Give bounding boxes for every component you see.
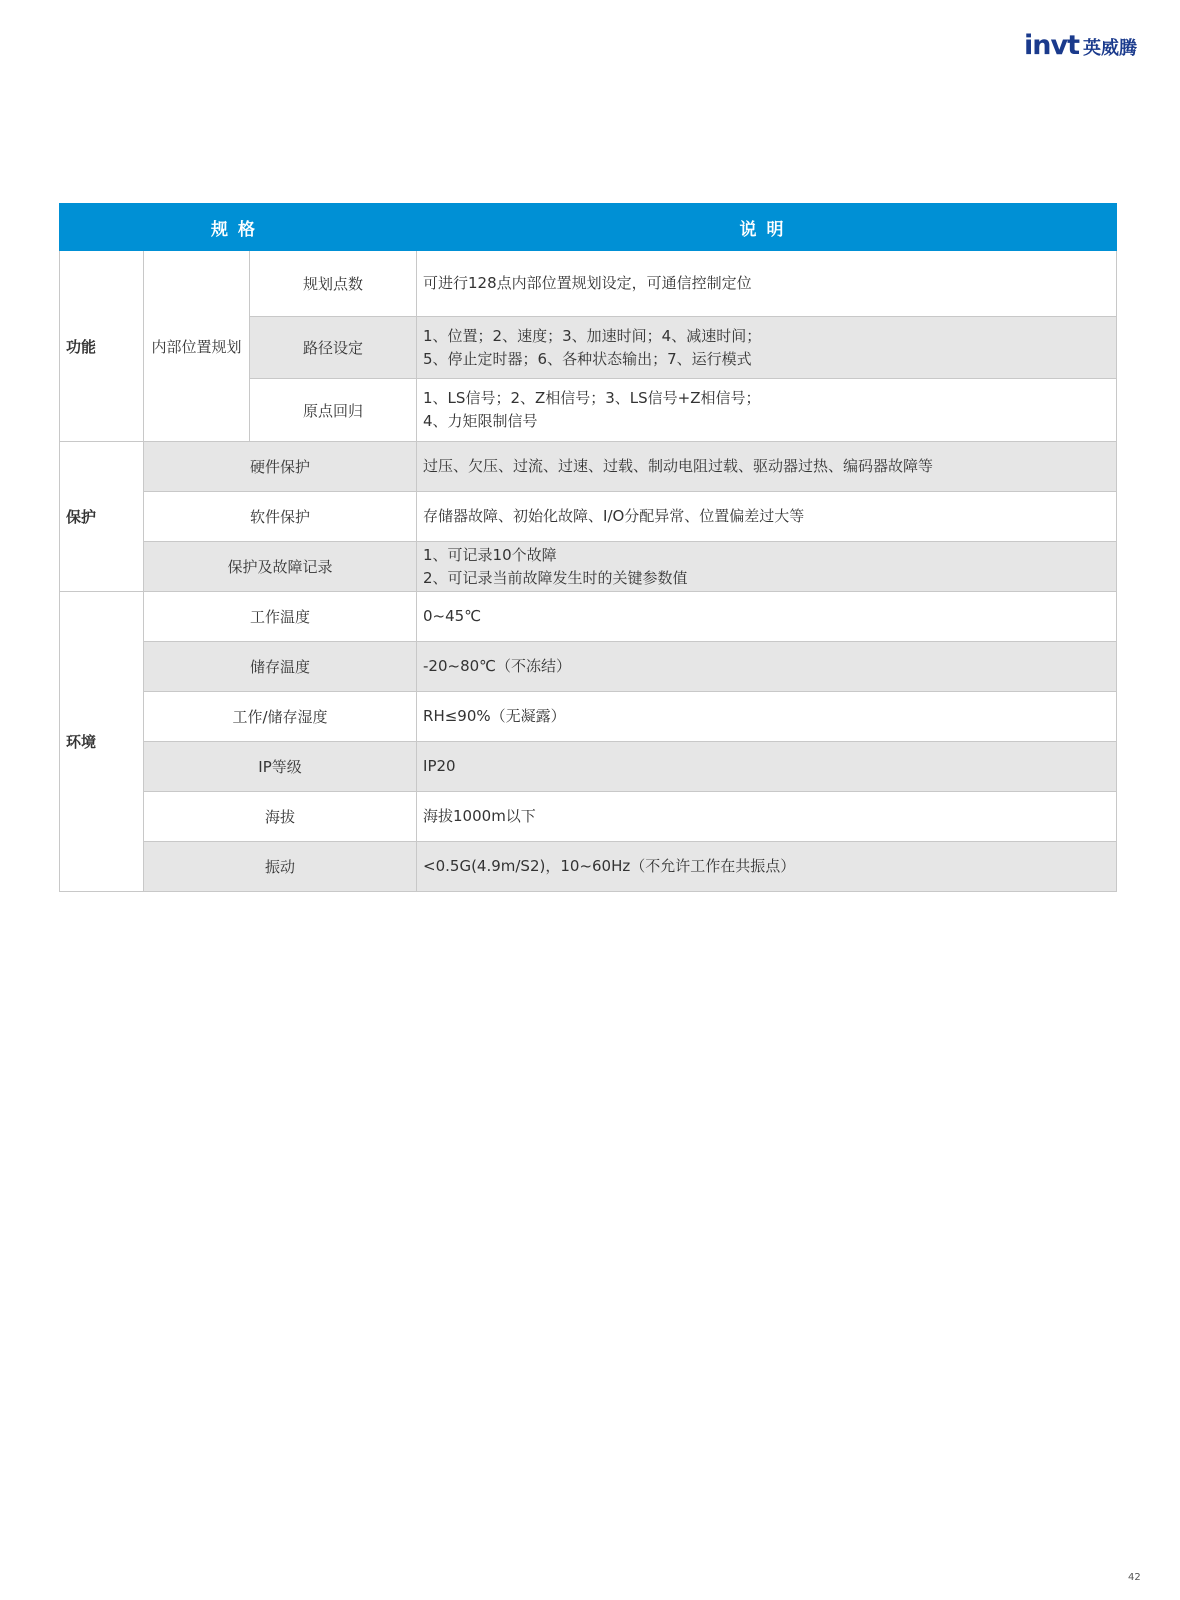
table-row (60, 642, 1117, 692)
brand-name: 英威腾 (1082, 38, 1137, 59)
row-desc: 可进行128点内部位置规划设定，可通信控制定位 (417, 251, 1117, 317)
row-desc: 1、LS信号；2、Z相信号；3、LS信号+Z相信号； 4、力矩限制信号 (417, 379, 1117, 442)
row-label: 软件保护 (144, 492, 417, 542)
row-label: 硬件保护 (144, 442, 417, 492)
row-label: 路径设定 (250, 317, 417, 379)
brand-logo (1024, 30, 1137, 61)
row-desc: -20~80℃（不冻结） (417, 642, 1117, 692)
row-desc: 1、可记录10个故障 2、可记录当前故障发生时的关键参数值 (417, 542, 1117, 592)
group-internal-position: 内部位置规划 (144, 251, 250, 442)
header-desc: 说明 (417, 204, 1117, 251)
table-row (60, 542, 1117, 592)
page-number: 42 (1128, 1572, 1141, 1583)
table-row (60, 842, 1117, 892)
table-row (60, 251, 1117, 317)
brand-mark: invt (1024, 30, 1079, 61)
table-row (60, 442, 1117, 492)
row-label: 储存温度 (144, 642, 417, 692)
row-label: 工作/储存湿度 (144, 692, 417, 742)
table-row (60, 692, 1117, 742)
row-label: IP等级 (144, 742, 417, 792)
row-desc: 海拔1000m以下 (417, 792, 1117, 842)
category-protection: 保护 (60, 442, 144, 592)
category-environment: 环境 (60, 592, 144, 892)
row-desc: <0.5G(4.9m/S2)，10~60Hz（不允许工作在共振点） (417, 842, 1117, 892)
row-label: 振动 (144, 842, 417, 892)
row-label: 规划点数 (250, 251, 417, 317)
table-row (60, 792, 1117, 842)
table-row (60, 742, 1117, 792)
row-desc: 1、位置；2、速度；3、加速时间；4、减速时间； 5、停止定时器；6、各种状态输出；7、运行模式 (417, 317, 1117, 379)
spec-table (59, 203, 1117, 892)
row-label: 保护及故障记录 (144, 542, 417, 592)
row-desc: 存储器故障、初始化故障、I/O分配异常、位置偏差过大等 (417, 492, 1117, 542)
row-label: 工作温度 (144, 592, 417, 642)
row-desc: 过压、欠压、过流、过速、过载、制动电阻过载、驱动器过热、编码器故障等 (417, 442, 1117, 492)
category-function: 功能 (60, 251, 144, 442)
row-desc: 0~45℃ (417, 592, 1117, 642)
row-desc: RH≤90%（无凝露） (417, 692, 1117, 742)
table-header (60, 204, 1117, 251)
table-row (60, 492, 1117, 542)
header-spec: 规格 (60, 204, 417, 251)
row-desc: IP20 (417, 742, 1117, 792)
row-label: 原点回归 (250, 379, 417, 442)
row-label: 海拔 (144, 792, 417, 842)
table-row (60, 592, 1117, 642)
